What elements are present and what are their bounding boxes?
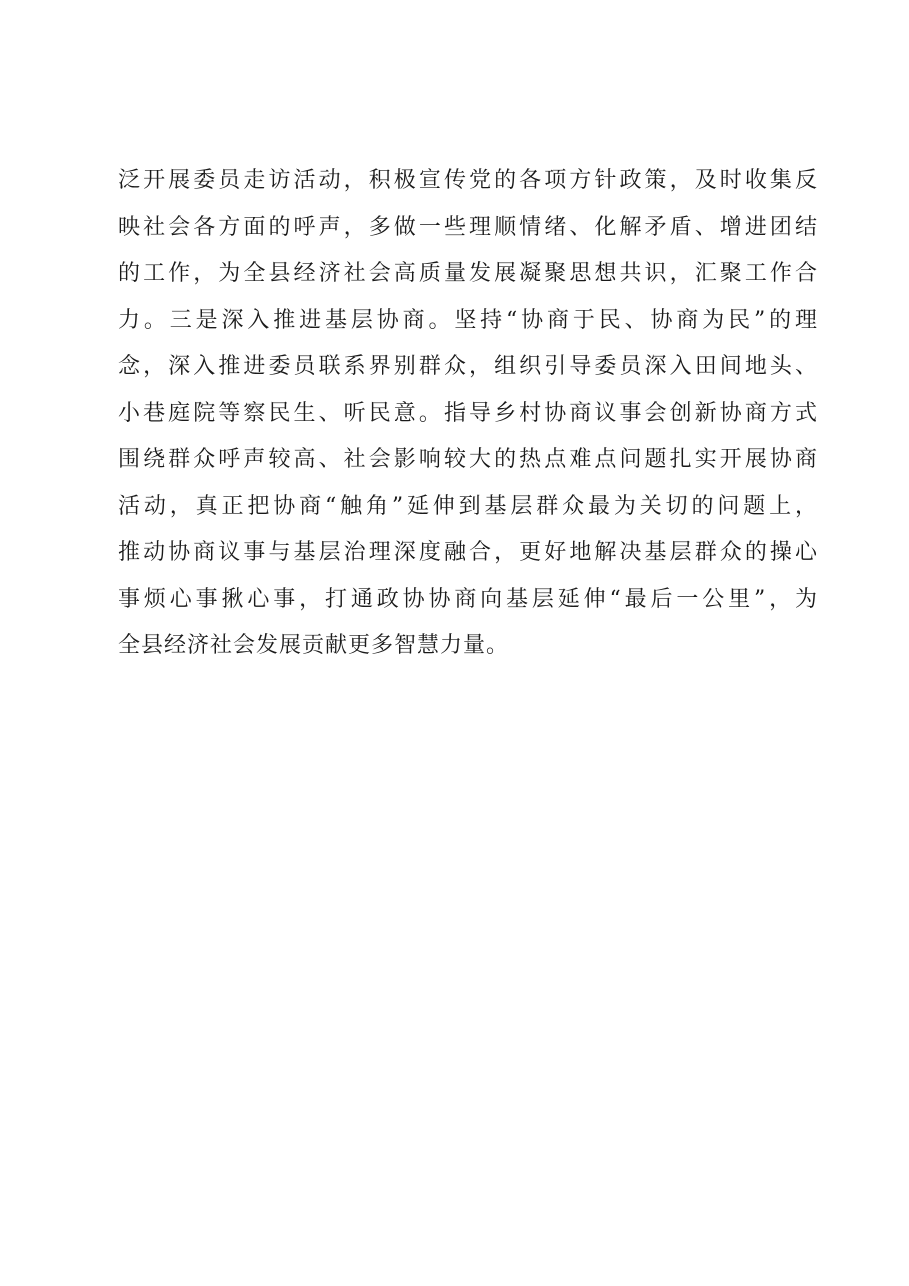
body-paragraph	[118, 158, 818, 670]
text-line: 泛开展委员走访活动，积极宣传党的各项方针政策，及时收集反	[118, 168, 818, 193]
text-line: 的工作，为全县经济社会高质量发展凝聚思想共识，汇聚工作合	[118, 261, 818, 286]
text-line: 小巷庭院等察民生、听民意。指导乡村协商议事会创新协商方式	[118, 400, 818, 426]
text-line: 活动，真正把协商“触角”延伸到基层群众最为关切的问题上，	[118, 493, 818, 519]
text-line: 推动协商议事与基层治理深度融合，更好地解决基层群众的操心	[118, 540, 818, 565]
text-line: 事烦心事揪心事，打通政协协商向基层延伸“最后一公里”，为	[118, 586, 818, 612]
text-line: 力。三是深入推进基层协商。坚持“协商于民、协商为民”的理	[118, 307, 818, 333]
text-line: 全县经济社会发展贡献更多智慧力量。	[118, 633, 510, 658]
text-line: 围绕群众呼声较高、社会影响较大的热点难点问题扎实开展协商	[118, 447, 818, 472]
text-line: 映社会各方面的呼声，多做一些理顺情绪、化解矛盾、增进团结	[118, 214, 818, 240]
text-line: 念，深入推进委员联系界别群众，组织引导委员深入田间地头、	[118, 354, 818, 379]
